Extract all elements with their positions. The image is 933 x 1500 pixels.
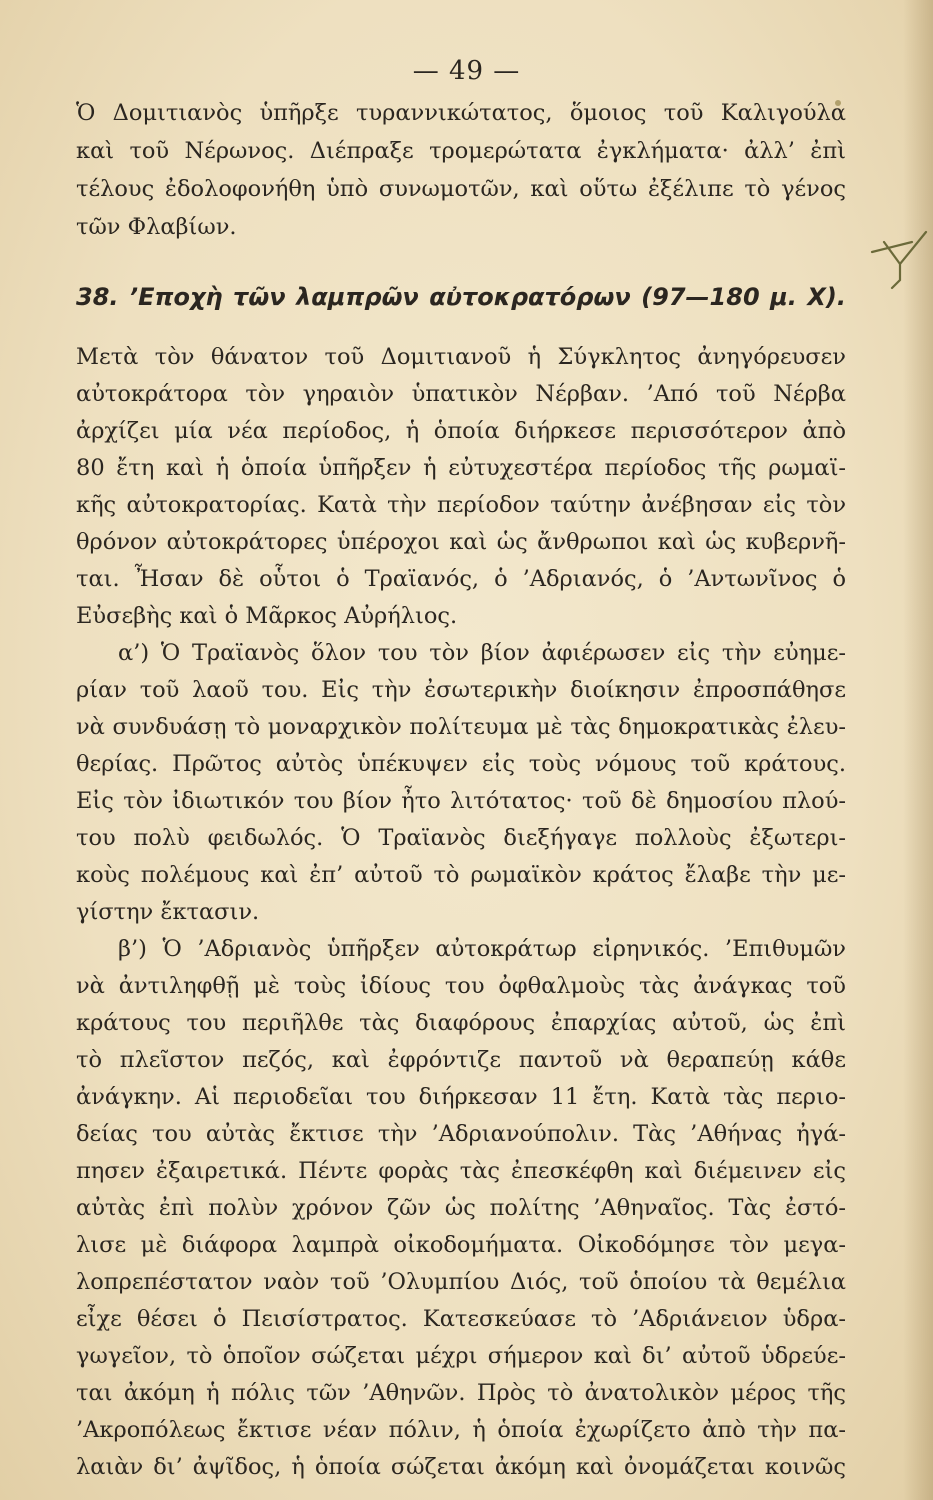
text-line: λαιὰν δι’ ἀψῖδος, ἡ ὁποία σώζεται ἀκόμη καὶ ὀνομάζεται κοινῶς: [76, 1454, 846, 1480]
text-line: τὸ πλεῖστον πεζός, καὶ ἐφρόντιζε παντοῦ νὰ θεραπεύῃ κάθε: [76, 1047, 846, 1073]
text-line: νὰ ἀντιληφθῇ μὲ τοὺς ἰδίους του ὀφθαλμοὺς τὰς ἀνάγκας τοῦ: [76, 973, 846, 999]
text-line: ἀρχίζει μία νέα περίοδος, ἡ ὁποία διήρκεσε περισσότερον ἀπὸ: [76, 418, 846, 444]
text-line: του πολὺ φειδωλός. Ὁ Τραϊανὸς διεξήγαγε πολλοὺς ἐξωτερι-: [76, 825, 846, 851]
text-line: Εὐσεβὴς καὶ ὁ Μᾶρκος Αὐρήλιος.: [76, 603, 458, 629]
text-line: Εἰς τὸν ἰδιωτικόν του βίον ἦτο λιτότατος· τοῦ δὲ δημοσίου πλού-: [76, 788, 846, 814]
text-line: ται. Ἦσαν δὲ οὗτοι ὁ Τραϊανός, ὁ ’Αδριανός, ὁ ’Αντωνῖνος ὁ: [76, 566, 846, 592]
text-line: αὐτοκράτορα τὸν γηραιὸν ὑπατικὸν Νέρβαν. ’Από τοῦ Νέρβα: [76, 381, 846, 407]
text-line: θερίας. Πρῶτος αὐτὸς ὑπέκυψεν εἰς τοὺς νόμους τοῦ κράτους.: [76, 751, 846, 777]
text-line: τῶν Φλαβίων.: [76, 214, 237, 240]
text-line: λισε μὲ διάφορα λαμπρὰ οἰκοδομήματα. Οἰκοδόμησε τὸν μεγα-: [76, 1232, 846, 1258]
text-line: ἀνάγκην. Αἱ περιοδεῖαι του διήρκεσαν 11 ἔτη. Κατὰ τὰς περιο-: [76, 1084, 846, 1110]
text-line: λοπρεπέστατον ναὸν τοῦ ’Ολυμπίου Διός, τοῦ ὁποίου τὰ θεμέλια: [76, 1269, 846, 1295]
text-line: β’) Ὁ ’Αδριανὸς ὑπῆρξεν αὐτοκράτωρ εἰρηνικός. ’Επιθυμῶν: [118, 936, 846, 962]
text-line: εἶχε θέσει ὁ Πεισίστρατος. Κατεσκεύασε τὸ ’Αδριάνειον ὑδρα-: [76, 1306, 846, 1332]
text-line: 80 ἔτη καὶ ἡ ὁποία ὑπῆρξεν ἡ εὐτυχεστέρα περίοδος τῆς ρωμαϊ-: [76, 455, 846, 481]
text-line: κοὺς πολέμους καὶ ἐπ’ αὐτοῦ τὸ ρωμαϊκὸν κράτος ἔλαβε τὴν με-: [76, 862, 846, 888]
text-line: ται ἀκόμη ἡ πόλις τῶν ’Αθηνῶν. Πρὸς τὸ ἀνατολικὸν μέρος τῆς: [76, 1380, 846, 1406]
text-line: α’) Ὁ Τραϊανὸς ὅλον του τὸν βίον ἀφιέρωσεν εἰς τὴν εὐημε-: [118, 640, 846, 666]
text-line: κῆς αὐτοκρατορίας. Κατὰ τὴν περίοδον ταύτην ἀνέβησαν εἰς τὸν: [76, 492, 846, 518]
text-line: γίστην ἔκτασιν.: [76, 899, 260, 925]
text-line: Μετὰ τὸν θάνατον τοῦ Δομιτιανοῦ ἡ Σύγκλητος ἀνηγόρευσεν: [76, 344, 846, 370]
text-line: νὰ συνδυάσῃ τὸ μοναρχικὸν πολίτευμα μὲ τὰς δημοκρατικὰς ἐλευ-: [76, 714, 846, 740]
text-line: καὶ τοῦ Νέρωνος. Διέπραξε τρομερώτατα ἐγκλήματα· ἀλλ’ ἐπὶ: [76, 138, 846, 164]
text-line: γωγεῖον, τὸ ὁποῖον σώζεται μέχρι σήμερον καὶ δι’ αὐτοῦ ὑδρεύε-: [76, 1343, 846, 1369]
text-line: ’Ακροπόλεως ἔκτισε νέαν πόλιν, ἡ ὁποία ἐχωρίζετο ἀπὸ τὴν πα-: [76, 1417, 846, 1443]
section-heading: 38. ’Εποχὴ τῶν λαμπρῶν αὐτοκρατόρων (97—180 μ. Χ).: [76, 283, 846, 311]
handwritten-check-icon: [866, 228, 932, 294]
text-line: δείας του αὐτὰς ἔκτισε τὴν ’Αδριανούπολιν. Τὰς ’Αθήνας ἠγά-: [76, 1121, 846, 1147]
text-line: τέλους ἐδολοφονήθη ὑπὸ συνωμοτῶν, καὶ οὕτω ἐξέλιπε τὸ γένος: [76, 176, 846, 202]
text-line: πησεν ἐξαιρετικά. Πέντε φορὰς τὰς ἐπεσκέφθη καὶ διέμεινεν εἰς: [76, 1158, 846, 1184]
page-edge-shadow: [903, 0, 933, 1500]
text-line: ρίαν τοῦ λαοῦ του. Εἰς τὴν ἐσωτερικὴν διοίκησιν ἐπροσπάθησε: [76, 677, 846, 703]
page-number: — 49 —: [412, 56, 521, 86]
text-line: θρόνον αὐτοκράτορες ὑπέροχοι καὶ ὡς ἄνθρωποι καὶ ὡς κυβερνῆ-: [76, 529, 846, 555]
text-line: Ὁ Δομιτιανὸς ὑπῆρξε τυραννικώτατος, ὅμοιος τοῦ Καλιγούλα: [76, 100, 846, 126]
text-line: κράτους του περιῆλθε τὰς διαφόρους ἐπαρχίας αὐτοῦ, ὡς ἐπὶ: [76, 1010, 846, 1036]
text-line: αὐτὰς ἐπὶ πολὺν χρόνον ζῶν ὡς πολίτης ’Αθηναῖος. Τὰς ἐστό-: [76, 1195, 846, 1221]
